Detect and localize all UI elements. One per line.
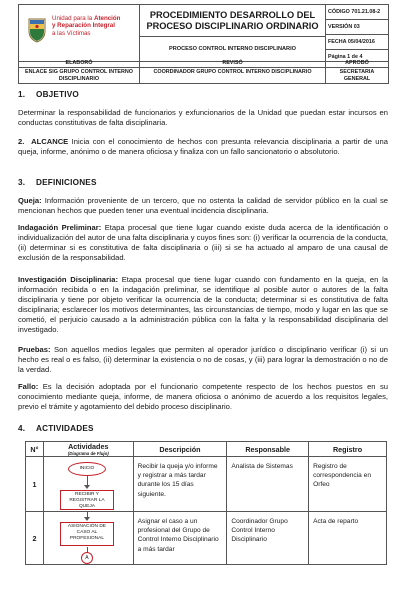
- description-cell: Recibir la queja y/o informe y registrar a más tardar durante los 15 días siguiente.: [133, 457, 227, 512]
- definition-investigacion: Investigación Disciplinaria: Etapa procesal que tiene lugar cuando con fundamento en la queja, en la información recibida o en la indagación preliminar, se identifique al posible autor o autores de la falta disciplinaria y tiene por objeto verificar la ocurrencia de la conducta; determinar si es constitutiva de falta disciplinaria; esclarecer los motivos determinantes, las circunstancias de tiempo, modo y lugar en las que se cometió, el perjuicio causado a la administración pública con la falta y la responsabilidad disciplinaria del investigado.: [18, 275, 388, 334]
- process-name: PROCESO CONTROL INTERNO DISCIPLINARIO: [168, 46, 296, 52]
- arrow-down-icon: [84, 517, 90, 521]
- definition-fallo: Fallo: Es la decisión adoptada por el funcionario competente respecto de los hechos puestos en su conocimiento mediante queja, informe, de manera oficiosa o anónimo de acuerdo a los requisitos legales, previo el trámite y agotamiento del debido proceso disciplinario.: [18, 382, 388, 411]
- flow-step-box: ASIGNACIÓN DE CASO AL PROFESIONAL: [60, 522, 114, 546]
- document-meta: [325, 5, 389, 61]
- document-code: CÓDIGO 701.21.08-2: [326, 5, 389, 20]
- col-header-descripcion: Descripción: [133, 442, 227, 457]
- colombia-seal-icon: [26, 17, 48, 43]
- table-row: [26, 457, 387, 512]
- document-header: [18, 4, 389, 62]
- arrow-down-icon: [84, 485, 90, 489]
- flow-diagram-note: (Diagrama de Flujo): [67, 450, 109, 456]
- alcance-term: ALCANCE: [31, 137, 69, 146]
- table-header-row: [26, 442, 387, 457]
- col-header-num: N°: [26, 442, 44, 457]
- col-header-actividades: Actividades (Diagrama de Flujo): [43, 442, 133, 457]
- elaboro-value: ENLACE SIG GRUPO CONTROL INTERNO DISCIPLINARIO: [24, 69, 134, 82]
- org-logo: [19, 5, 140, 61]
- elaboro-label: ELABORÓ: [19, 60, 139, 68]
- flow-step-box: RECIBIR Y REGISTRAR LA QUEJA: [60, 490, 114, 510]
- reviso-value: COORDINADOR GRUPO CONTROL INTERNO DISCIPLINARIO: [153, 69, 312, 75]
- document-title: PROCEDIMIENTO DESARROLLO DEL PROCESO DISCIPLINARIO ORDINARIO: [140, 5, 325, 37]
- org-name: Unidad para la Atención y Reparación Integral a las Víctimas: [52, 15, 121, 37]
- reviso-cell: [140, 60, 326, 83]
- reviso-label: REVISÓ: [140, 60, 325, 68]
- col-header-registro: Registro: [309, 442, 387, 457]
- document-date: FECHA 05/04/2016: [326, 35, 389, 50]
- row-number: 1: [26, 457, 44, 512]
- flow-cell: [43, 457, 133, 512]
- section-heading-objetivo: 1. OBJETIVO: [18, 90, 80, 99]
- approvals-row: [18, 60, 389, 84]
- col-header-responsable: Responsable: [227, 442, 309, 457]
- row-number: 2: [26, 512, 44, 565]
- table-row: [26, 512, 387, 565]
- section-heading-definiciones: 3. DEFINICIONES: [18, 178, 97, 187]
- definition-indagacion: Indagación Preliminar: Etapa procesal que tiene lugar cuando existe duda acerca de la identificación o individualización del autor de una falta disciplinaria y cuyos fines son: (i) verificar la ocurrencia de la conducta, (ii) determinar si es constitutiva de falta disciplinaria o (iii) si se ha actuado al amparo de una causal de exclusión de la responsabilidad.: [18, 223, 388, 262]
- record-cell: Registro de correspondencia en Orfeo: [309, 457, 387, 512]
- section-heading-actividades: 4. ACTIVIDADES: [18, 424, 94, 433]
- aprobo-value: SECRETARIA GENERAL: [339, 69, 375, 82]
- activities-table: [25, 441, 387, 565]
- responsible-cell: Analista de Sistemas: [227, 457, 309, 512]
- record-cell: Acta de reparto: [309, 512, 387, 565]
- flow-start-oval: INICIO: [68, 462, 106, 476]
- document-version: VERSIÓN 03: [326, 20, 389, 35]
- objetivo-text: Determinar la responsabilidad de funcionarios y exfuncionarios de la Unidad que puedan estar incursos en conductas constitutivas de falta disciplinaria.: [18, 108, 388, 127]
- aprobo-label: APROBÓ: [326, 60, 388, 68]
- responsible-cell: Coordinador Grupo Control Interno Disciplinario: [227, 512, 309, 565]
- alcance-paragraph: 2. ALCANCE Inicia con el conocimiento de hechos con presunta relevancia disciplinaria a partir de una queja, informe, anónimo o de manera oficiosa y finaliza con un fallo sancionatorio o absolutorio.: [18, 137, 388, 156]
- aprobo-cell: [326, 60, 388, 83]
- description-cell: Asignar el caso a un profesional del Grupo de Control Interno Disciplinario a más tardar: [133, 512, 227, 565]
- definition-queja: Queja: Información proveniente de un tercero, que no ostenta la calidad de servidor público en la cual se mencionan hechos que pueden tener una eventual incidencia disciplinaria.: [18, 196, 388, 215]
- definition-pruebas: Pruebas: Son aquellos medios legales que permiten al operador jurídico o disciplinario verificar (i) si un hecho es real o es falso, (ii) determinar la existencia o no de cosas, y (iii) para lograr la demostración o no de la verdad.: [18, 345, 388, 374]
- elaboro-cell: [19, 60, 140, 83]
- page-connector-icon: A: [81, 552, 93, 564]
- flow-cell: [43, 512, 133, 565]
- page-number: Página 1 de 4: [328, 54, 363, 60]
